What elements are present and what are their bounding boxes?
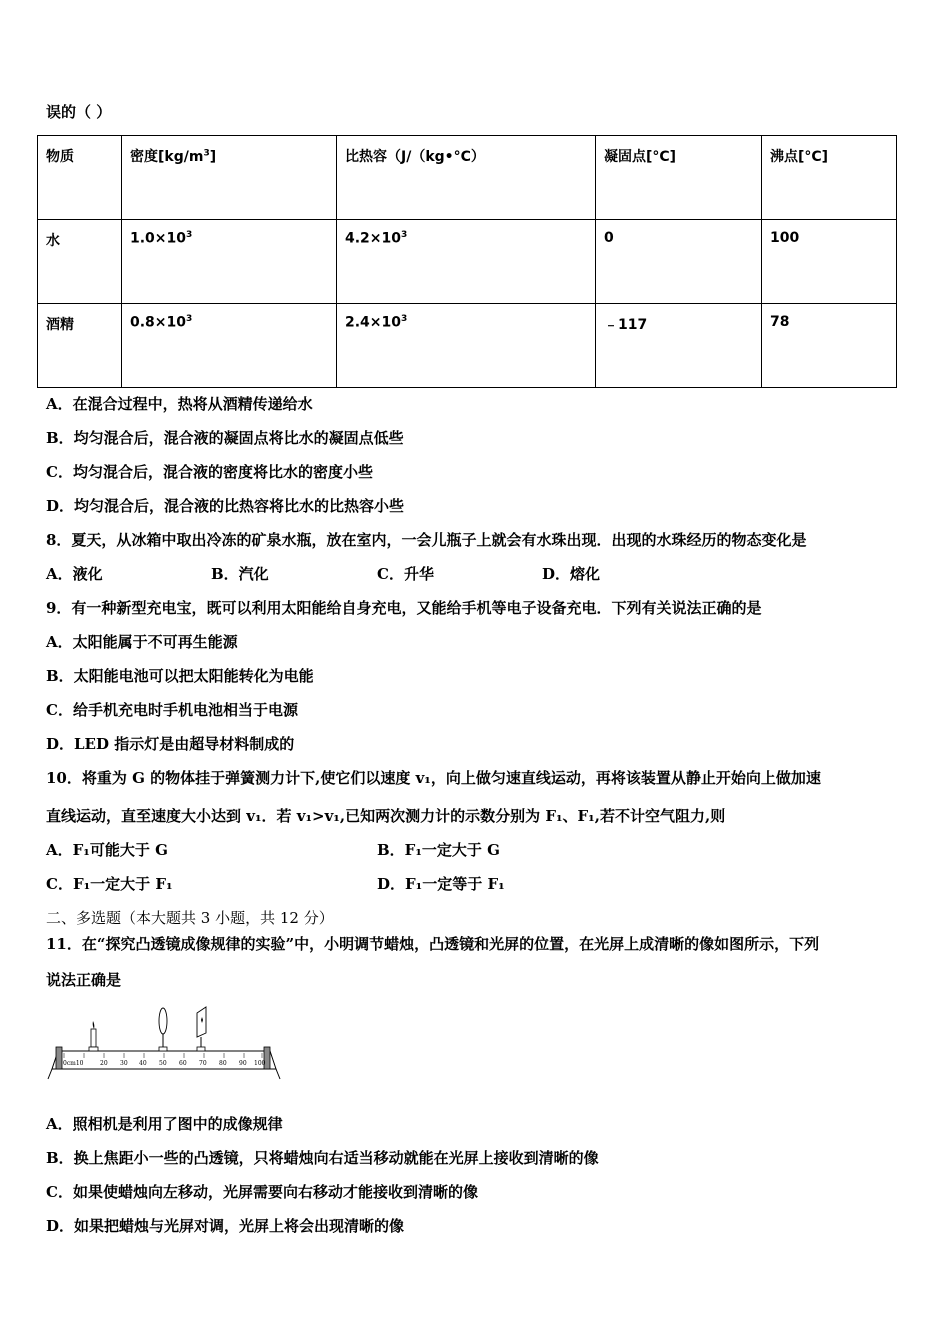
table-cell: $2.4\times 10^3$ [337,304,596,388]
q11-option-b: B．换上焦距小一些的凸透镜，只将蜡烛向右适当移动就能在光屏上接收到清晰的像 [46,1149,599,1167]
left-end-clamp [56,1047,62,1069]
table-cell: $1.0\times 10^3$ [122,220,337,304]
q11-stem-line2: 说法正确是 [46,971,122,989]
q11-stem-line1: 11．在“探究凸透镜成像规律的实验”中，小明调节蜡烛，凸透镜和光屏的位置，在光屏上成清晰的像如图所示，下列 [46,935,820,953]
table-header-cell: 凝固点[°C] [596,136,762,220]
table-header-cell: 比热容（J/（kg•°C） [337,136,596,220]
table-cell: 水 [38,220,122,304]
candle-icon [89,1021,98,1051]
q9-option-a: A．太阳能属于不可再生能源 [46,633,238,651]
q10-stem-line2: 直线运动，直至速度大小达到 v₁．若 v₁>v₁,已知两次测力计的示数分别为 F₁、F₁,若不计空气阻力,则 [46,807,726,825]
q8-option-b: B．汽化 [211,565,269,583]
q7-option-a: A．在混合过程中，热将从酒精传递给水 [46,395,313,413]
q10-option-a: A．F₁可能大于 G [46,841,168,859]
ruler-label: 90 [239,1060,247,1067]
q11-option-a: A．照相机是利用了图中的成像规律 [46,1115,283,1133]
table-header-cell: 物质 [38,136,122,220]
q9-option-d: D．LED 指示灯是由超导材料制成的 [46,735,295,753]
convex-lens-icon [159,1008,167,1051]
light-screen-icon [197,1007,206,1051]
q11-option-d: D．如果把蜡烛与光屏对调，光屏上将会出现清晰的像 [46,1217,405,1235]
ruler-label: 50 [159,1060,167,1067]
ruler-label: 40 [139,1060,147,1067]
q7-option-b: B．均匀混合后，混合液的凝固点将比水的凝固点低些 [46,429,404,447]
properties-table [37,135,897,388]
table-row [38,304,897,388]
table-cell: 酒精 [38,304,122,388]
q8-stem: 8．夏天，从冰箱中取出冷冻的矿泉水瓶，放在室内，一会儿瓶子上就会有水珠出现．出现的水珠经历的物态变化是 [46,531,807,549]
q8-option-a: A．液化 [46,565,103,583]
ruler-label: 100 [254,1060,266,1067]
table-cell: ﹣117 [596,304,762,388]
q10-option-d: D．F₁一定等于 F₁ [377,875,505,893]
table-row [38,220,897,304]
q8-option-c: C．升华 [377,565,434,583]
section-heading: 二、多选题（本大题共 3 小题，共 12 分） [46,909,334,927]
ruler-label: 70 [199,1060,207,1067]
ruler-label: 60 [179,1060,187,1067]
q9-stem: 9．有一种新型充电宝，既可以利用太阳能给自身充电，又能给手机等电子设备充电．下列有关说法正确的是 [46,599,762,617]
q10-stem-line1: 10．将重为 G 的物体挂于弹簧测力计下,使它们以速度 v₁，向上做匀速直线运动，再将该装置从静止开始向上做加速 [46,769,821,787]
ruler-label: 80 [219,1060,227,1067]
table-cell: $0.8\times 10^3$ [122,304,337,388]
q11-option-c: C．如果使蜡烛向左移动，光屏需要向右移动才能接收到清晰的像 [46,1183,478,1201]
table-cell: $4.2\times 10^3$ [337,220,596,304]
table-cell: 78 [762,304,897,388]
ruler-label: 20 [100,1060,108,1067]
optical-bench-figure [44,1003,284,1083]
ruler-label: 30 [120,1060,128,1067]
q9-option-b: B．太阳能电池可以把太阳能转化为电能 [46,667,314,685]
q10-option-b: B．F₁一定大于 G [377,841,500,859]
table-cell: 0 [596,220,762,304]
q7-option-d: D．均匀混合后，混合液的比热容将比水的比热容小些 [46,497,405,515]
q9-option-c: C．给手机充电时手机电池相当于电源 [46,701,298,719]
table-header-cell: 沸点[°C] [762,136,897,220]
ruler-label: 0cm10 [63,1060,84,1067]
table-header-cell: 密度$[kg/m^3]$ [122,136,337,220]
q10-option-c: C．F₁一定大于 F₁ [46,875,173,893]
question-fragment: 误的（ ） [46,103,112,121]
table-cell: 100 [762,220,897,304]
q8-option-d: D．熔化 [542,565,601,583]
table-header-row [38,136,897,220]
q7-option-c: C．均匀混合后，混合液的密度将比水的密度小些 [46,463,373,481]
